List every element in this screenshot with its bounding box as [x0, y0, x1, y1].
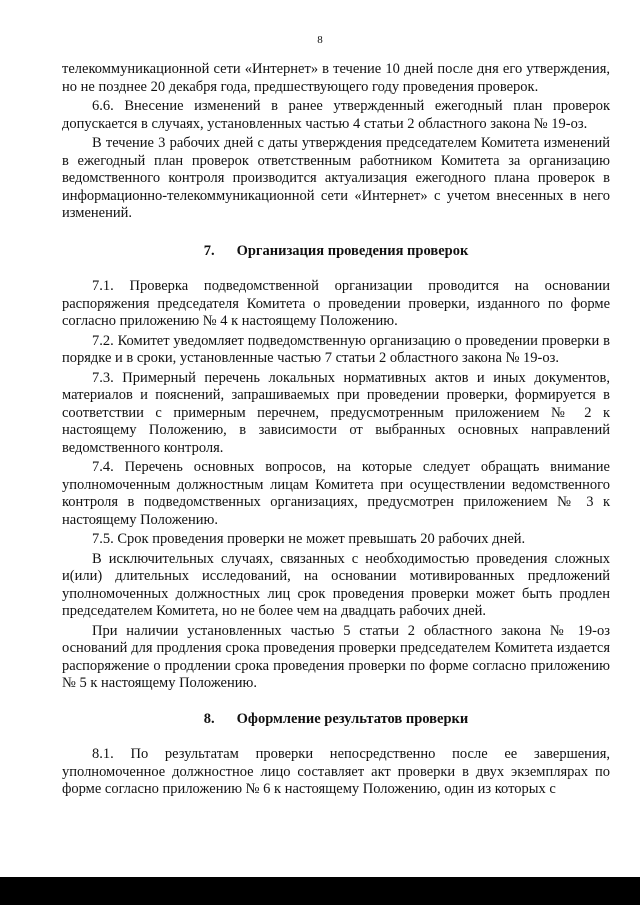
- section-number: 7.: [203, 242, 215, 259]
- paragraph: В исключительных случаях, связанных с необходимостью проведения сложных и(или) длительных исследований, на основании мотивированных предложений уполномоченных должностных лиц срок проведения проверки может быть продлен председателем Комитета, но не более чем на двадцать рабочих дней.: [62, 550, 610, 619]
- paragraph: 7.5. Срок проведения проверки не может превышать 20 рабочих дней.: [92, 531, 526, 547]
- section-title: Организация проведения проверок: [236, 242, 469, 259]
- paragraph: 7.4. Перечень основных вопросов, на которые следует обращать внимание уполномоченным должностным лицам Комитета при осуществлении ведомственного контроля в подведомственных организациях, предусмотрен приложением № 3 к настоящему Положению.: [62, 459, 610, 528]
- paragraph: 7.2. Комитет уведомляет подведомственную организацию о проведении проверки в порядке и в сроки, установленные частью 7 статьи 2 областного закона № 19-оз.: [62, 332, 610, 366]
- paragraph: В течение 3 рабочих дней с даты утверждения председателем Комитета изменений в ежегодный план проверок ответственным работником Комитета за организацию ведомственного контроля производится актуализация ежегодного плана проверок в информационно-телекоммуникационной сети «Интернет» с учетом внесенных в него изменений.: [62, 135, 610, 221]
- section-8-heading: [62, 711, 610, 729]
- section-7-heading: [62, 243, 610, 261]
- paragraph: При наличии установленных частью 5 статьи 2 областного закона № 19-оз оснований для продления срока проведения проверки председателем Комитета издается распоряжение о продлении срока проведения проверки по форме согласно приложению № 5 к настоящему Положению.: [62, 622, 610, 691]
- paragraph: 8.1. По результатам проверки непосредственно после ее завершения, уполномоченное должностное лицо составляет акт проверки в двух экземплярах по форме согласно приложению № 6 к настоящему Положению, один из которых с: [62, 746, 610, 797]
- paragraph: телекоммуникационной сети «Интернет» в течение 10 дней после дня его утверждения, но не позднее 20 декабря года, предшествующего году проведения проверок.: [62, 61, 610, 95]
- paragraph: 7.1. Проверка подведомственной организации проводится на основании распоряжения председателя Комитета о проведении проверки, изданного по форме согласно приложению № 4 к настоящему Положению.: [62, 278, 610, 329]
- section-title: Оформление результатов проверки: [236, 710, 469, 727]
- page-number: 8: [317, 34, 323, 46]
- paragraph: 6.6. Внесение изменений в ранее утвержденный ежегодный план проверок допускается в случаях, установленных частью 4 статьи 2 областного закона № 19-оз.: [62, 98, 610, 132]
- section-number: 8.: [203, 710, 215, 727]
- paragraph: 7.3. Примерный перечень локальных нормативных актов и иных документов, материалов и пояснений, запрашиваемых при проведении проверки, формируется в соответствии с примерным перечнем, предусмотренным приложением № 2 к настоящему Положению, в зависимости от выбранных основных направлений ведомственного контроля.: [62, 369, 610, 456]
- document-body: [62, 61, 610, 799]
- scan-edge: [0, 877, 640, 905]
